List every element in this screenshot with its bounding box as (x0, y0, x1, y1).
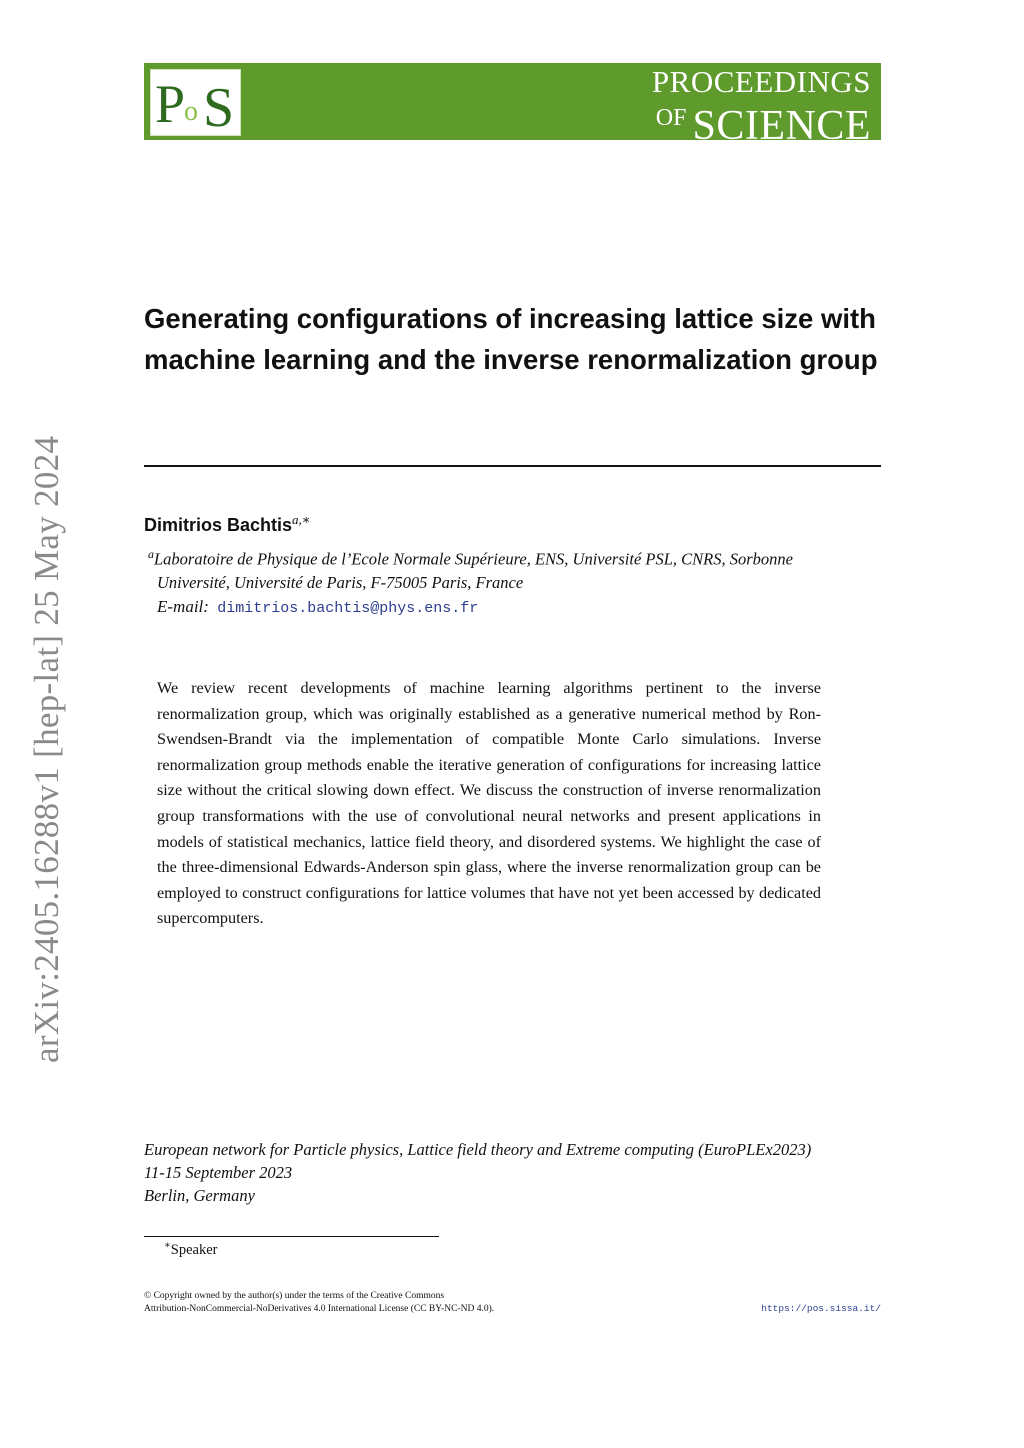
footnote-mark: ∗ (164, 1240, 171, 1251)
copyright-notice (144, 1290, 494, 1316)
copyright-line2: Attribution-NonCommercial-NoDerivatives 4.0 International License (CC BY-NC-ND 4.0). (144, 1304, 495, 1314)
author-marks: a,∗ (292, 512, 311, 527)
affiliation-line1: Laboratoire de Physique de l’Ecole Normale Supérieure, ENS, Université PSL, CNRS, Sorbonne (154, 549, 793, 569)
paper-title: Generating configurations of increasing lattice size with machine learning and the inverse renormalization group (144, 303, 878, 375)
pos-logo-mark (151, 70, 240, 135)
svg-text:P: P (155, 74, 186, 134)
copyright-line1: © Copyright owned by the author(s) under the terms of the Creative Commons (144, 1291, 445, 1301)
abstract: We review recent developments of machine learning algorithms pertinent to the inverse renormalization group, which was originally established as a generative numerical method by Ron-Swendsen-Brandt via the implementation of compatible Monte Carlo simulations. Inverse renormalization group methods enable the iterative generation of configurations for increasing lattice size without the critical slowing down effect. We discuss the construction of inverse renormalization group transformations with the use of convolutional neural networks and present applications in models of statistical mechanics, lattice field theory, and disordered systems. We highlight the case of the three-dimensional Edwards-Anderson spin glass, where the inverse renormalization group can be employed to construct configurations for lattice volumes that have not yet been accessed by dedicated supercomputers. (157, 679, 821, 928)
svg-text:S: S (203, 77, 235, 135)
svg-text:o: o (184, 96, 198, 127)
email-link[interactable]: dimitrios.bachtis@phys.ens.fr (217, 600, 479, 617)
pos-url-link[interactable]: https://pos.sissa.it/ (761, 1303, 881, 1314)
footnote-text: Speaker (170, 1241, 218, 1258)
affiliation (148, 543, 848, 594)
footnote-rule (144, 1236, 439, 1237)
banner-of-science (652, 98, 871, 155)
conference-location: Berlin, Germany (144, 1186, 255, 1205)
title-rule (144, 465, 881, 467)
arxiv-side-stamp: arXiv:2405.16288v1 [hep-lat] 25 May 2024 (27, 435, 66, 1063)
proceedings-of-science-wordmark (652, 66, 871, 155)
affiliation-mark: a (148, 547, 154, 561)
email-label: E-mail: (157, 597, 209, 616)
footnote (164, 1240, 218, 1259)
pos-logo (150, 69, 241, 136)
proceedings-banner (144, 63, 881, 149)
author-line (144, 512, 311, 536)
banner-science: SCIENCE (692, 103, 871, 149)
email-line (157, 597, 478, 617)
affiliation-line2: Université, Université de Paris, F-75005 Paris, France (157, 572, 524, 592)
conference-name: European network for Particle physics, Lattice field theory and Extreme computing (EuroPLEx2023) (144, 1140, 812, 1159)
author-name: Dimitrios Bachtis (144, 515, 293, 535)
banner-proceedings: PROCEEDINGS (651, 64, 871, 99)
banner-of: OF (655, 105, 687, 131)
conference-info (144, 1138, 884, 1207)
conference-dates: 11-15 September 2023 (144, 1163, 293, 1182)
